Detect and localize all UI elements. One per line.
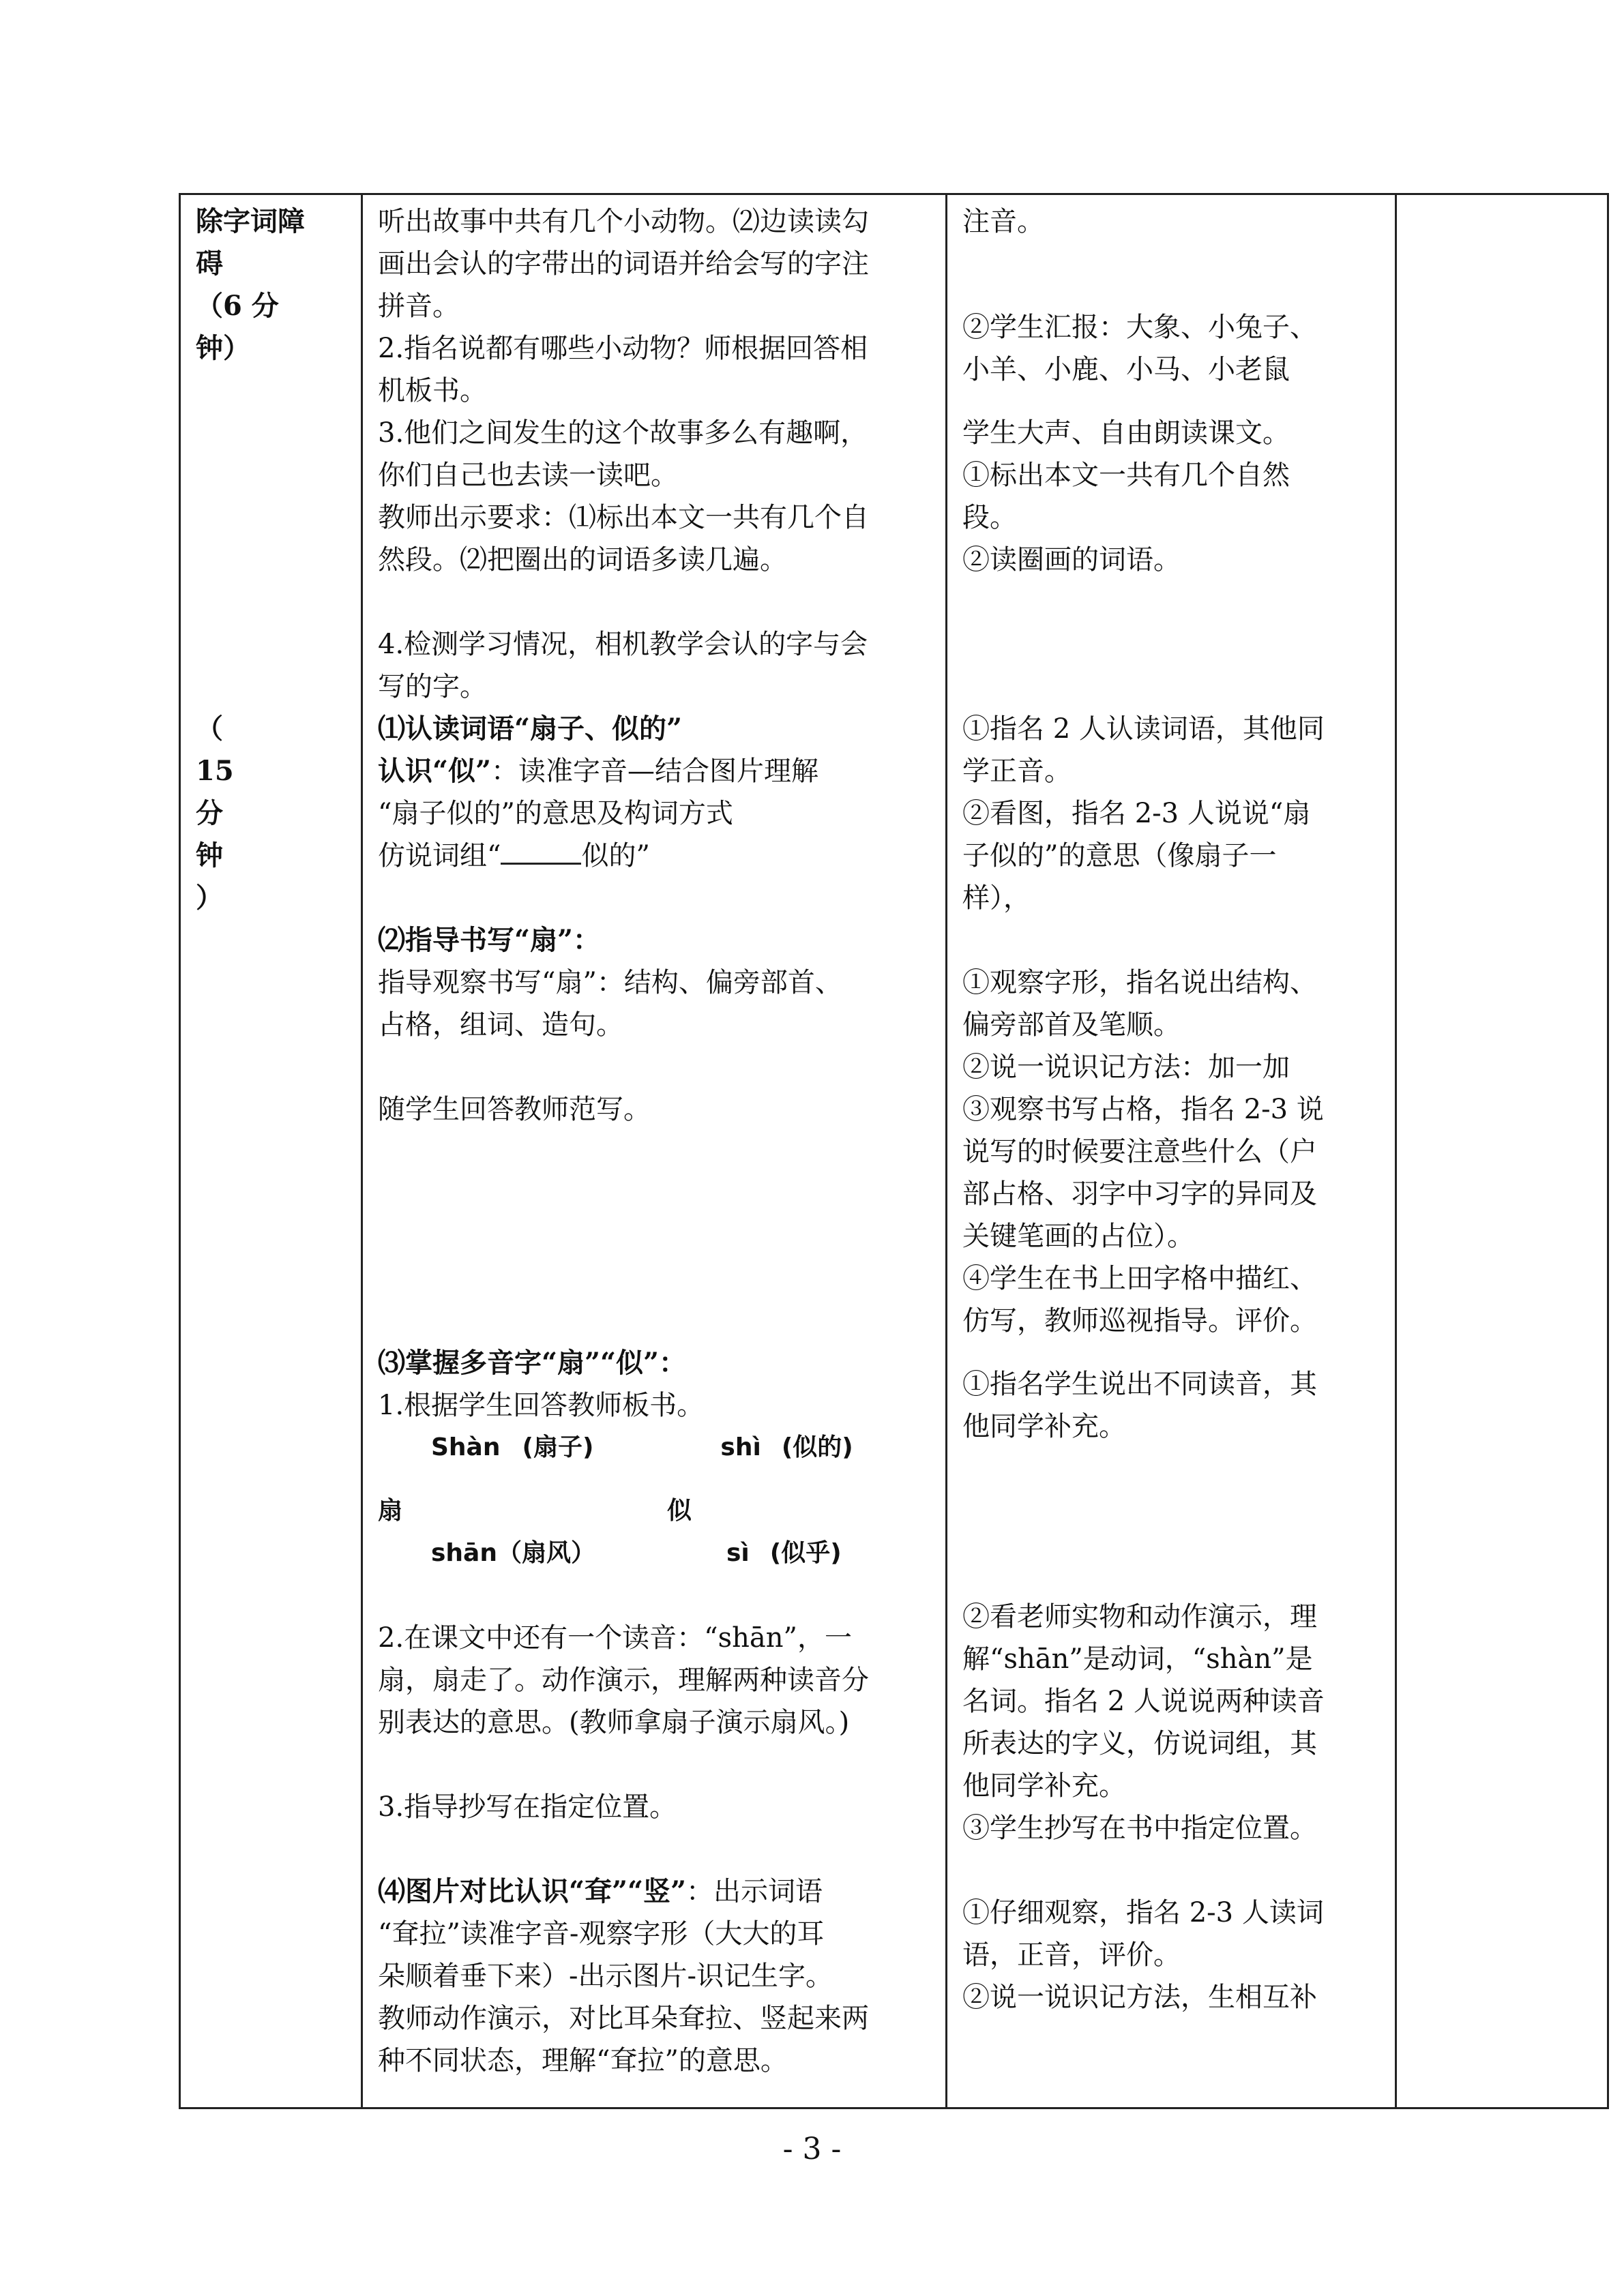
student-text: 样），: [962, 882, 1031, 914]
student-text: 解“shān”是动词，“shàn”是: [962, 1643, 1313, 1675]
teacher-text: 3.他们之间发生的这个故事多么有趣啊，: [378, 417, 868, 449]
polyphone-char-row: [378, 1490, 930, 1532]
student-text: 名词。指名 2 人说说两种读音: [962, 1686, 1325, 1717]
time2-line1: （: [196, 713, 223, 745]
teacher-text: [378, 750, 930, 792]
teacher-text: 3.指导抄写在指定位置。: [378, 1791, 677, 1823]
stage-time-cell: [180, 194, 362, 2108]
teacher-text: 种不同状态，理解“耷拉”的意思。: [378, 2045, 788, 2076]
student-text: ②学生汇报：大象、小兔子、: [962, 312, 1317, 343]
student-text: ②看老师实物和动作演示，理: [962, 1601, 1317, 1632]
student-text: ③学生抄写在书中指定位置。: [962, 1813, 1317, 1844]
teacher-text: 随学生回答教师范写。: [378, 1094, 651, 1125]
teacher-text: 听出故事中共有几个小动物。⑵边读读勾: [378, 206, 869, 237]
teacher-text: 然段。⑵把圈出的词语多读几遍。: [378, 544, 787, 576]
student-text: 他同学补充。: [962, 1411, 1126, 1442]
teacher-text: 2.在课文中还有一个读音：“shān”，一: [378, 1622, 852, 1654]
section-heading: ⑵指导书写“扇”：: [378, 924, 601, 956]
student-text: ①标出本文一共有几个自然: [962, 460, 1290, 491]
pinyin: shì: [720, 1433, 761, 1461]
teacher-text: 朵顺着垂下来）-出示图片-识记生字。: [378, 1960, 833, 1992]
teacher-text: [378, 835, 930, 877]
teacher-text: 拼音。: [378, 290, 460, 322]
student-activity-cell: [947, 194, 1396, 2108]
student-text: 学正音。: [962, 756, 1072, 787]
pinyin-word: shān（扇风）: [431, 1539, 595, 1567]
student-text: 仿写，教师巡视指导。评价。: [962, 1305, 1317, 1337]
pinyin-row: [378, 1532, 930, 1575]
pinyin-row: [378, 1427, 930, 1469]
teacher-text: 机板书。: [378, 375, 487, 406]
student-text: 关键笔画的占位）。: [962, 1221, 1194, 1252]
teacher-text: “扇子似的”的意思及构词方式: [378, 798, 733, 829]
notes-cell: [1396, 194, 1608, 2108]
lesson-plan-table: [179, 193, 1609, 2109]
text-fragment: ：读准字音—结合图片理解: [491, 756, 819, 787]
text-fragment: 仿说词组“: [378, 840, 501, 871]
teacher-text: 扇，扇走了。动作演示，理解两种读音分: [378, 1665, 869, 1696]
student-text: 偏旁部首及笔顺。: [962, 1009, 1181, 1041]
bold-phrase: ⑷图片对比认识“耷”“竖”: [378, 1875, 687, 1907]
student-text: 他同学补充。: [962, 1770, 1126, 1802]
student-text: 小羊、小鹿、小马、小老鼠: [962, 354, 1290, 385]
section-heading: ⑴认读词语“扇子、似的”: [378, 713, 683, 745]
time-label-line2: 钟）: [196, 332, 250, 364]
pinyin-word: (扇子): [522, 1433, 594, 1461]
student-text: ①观察字形，指名说出结构、: [962, 967, 1317, 998]
student-text: 语，正音，评价。: [962, 1939, 1181, 1971]
student-text: 段。: [962, 502, 1017, 533]
page-number: - 3 -: [782, 2132, 842, 2166]
teacher-text: 2.指名说都有哪些小动物？师根据回答相: [378, 333, 868, 364]
teacher-text: 教师出示要求：⑴标出本文一共有几个自: [378, 502, 869, 533]
student-text: ④学生在书上田字格中描红、: [962, 1263, 1317, 1294]
polyphone-char: 扇: [378, 1497, 403, 1525]
section-heading: ⑶掌握多音字“扇”“似”：: [378, 1347, 687, 1379]
student-text: ②说一说识记方法，生相互补: [962, 1982, 1317, 2013]
teacher-text: 4.检测学习情况，相机教学会认的字与会: [378, 629, 868, 660]
student-text: 部占格、羽字中习字的异同及: [962, 1178, 1317, 1210]
student-text: 说写的时候要注意些什么（户: [962, 1136, 1317, 1167]
student-text: 注音。: [962, 206, 1044, 237]
student-text: 所表达的字义，仿说词组，其: [962, 1728, 1317, 1759]
student-text: ①指名学生说出不同读音，其: [962, 1369, 1317, 1400]
table-row: [180, 194, 1608, 2108]
time2-line2: 15: [196, 755, 234, 787]
student-text: ②读圈画的词语。: [962, 544, 1181, 576]
student-text: ③观察书写占格，指名 2-3 说: [962, 1094, 1324, 1125]
text-fragment: 似的”: [581, 840, 650, 871]
student-text: ①指名 2 人认读词语，其他同: [962, 713, 1325, 745]
teacher-activity-cell: [362, 194, 947, 2108]
time-label-line1: （6 分: [196, 290, 279, 322]
teacher-text: 指导观察书写“扇”：结构、偏旁部首、: [378, 967, 842, 998]
teacher-text: 写的字。: [378, 671, 487, 702]
teacher-text: [378, 1870, 930, 1913]
time2-line3: 分: [196, 797, 223, 829]
teacher-text: 你们自己也去读一读吧。: [378, 460, 678, 491]
teacher-text: “耷拉”读准字音-观察字形（大大的耳: [378, 1918, 825, 1950]
student-text: ②看图，指名 2-3 人说说“扇: [962, 798, 1311, 829]
student-text: 子似的”的意思（像扇子一: [962, 840, 1277, 871]
fill-in-blank: [501, 837, 581, 865]
bold-phrase: 认识“似”: [378, 755, 492, 787]
teacher-text: 教师动作演示，对比耳朵耷拉、竖起来两: [378, 2003, 869, 2034]
teacher-text: 别表达的意思。(教师拿扇子演示扇风。): [378, 1707, 850, 1738]
stage-label-line2: 碍: [196, 248, 223, 280]
stage-label-line1: 除字词障: [196, 205, 305, 237]
student-text: 学生大声、自由朗读课文。: [962, 417, 1290, 449]
text-fragment: ：出示词语: [686, 1876, 823, 1907]
pinyin: Shàn: [431, 1433, 501, 1461]
teacher-text: 画出会认的字带出的词语并给会写的字注: [378, 248, 869, 280]
teacher-text: 占格，组词、造句。: [378, 1009, 623, 1041]
pinyin-word: (似的): [781, 1433, 853, 1461]
pinyin: sì: [726, 1539, 750, 1567]
pinyin-word: (似乎): [769, 1539, 842, 1567]
time2-line4: 钟: [196, 839, 223, 871]
polyphone-char: 似: [667, 1497, 692, 1525]
time2-line5: ）: [196, 882, 223, 914]
teacher-text: 1.根据学生回答教师板书。: [378, 1390, 705, 1421]
student-text: ①仔细观察，指名 2-3 人读词: [962, 1897, 1324, 1928]
student-text: ②说一说识记方法：加一加: [962, 1052, 1290, 1083]
